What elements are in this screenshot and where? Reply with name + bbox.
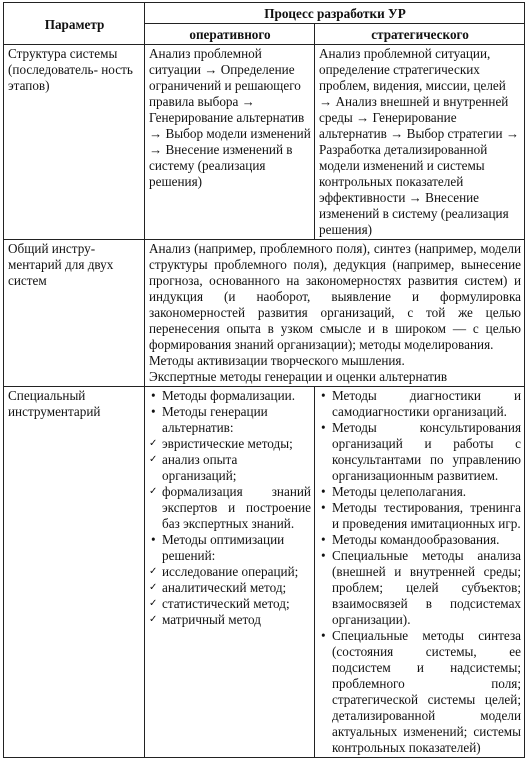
cell-operative-structure: Анализ проблемной ситуации → Определение ограничений и решающего правила выбора → Генерирование альтернатив → Выбор модели изменений → Внесение изменений в систему (реализация решения) [145,45,315,240]
list-item: ✓ эвристические методы; [149,436,311,452]
header-row [4,3,525,24]
header-group: Процесс разработки УР [145,3,525,24]
common-tools-text: Анализ (например, проблемного поля), синтез (например, модели структуры проблемного поля), дедукция (например, вынесение прогноза, основанного на закономерностях развития систем) и индукция (и наоборот, выявление и формулировка закономерностей развития организаций, с той же целью перенесения опыта в узком смысле и в широком — с целью формирования знаний организации); методы моделирования. [149,241,522,352]
row-param-structure: Структура системы (последователь- ность этапов) [4,45,145,240]
methods-table [3,2,525,758]
list-item: • Специальные методы синтеза (состояния системы, ее подсистем и надсистемы; проблемного поля; стратегической системы целей; детализированной модели актуальных изменений; системы контрольных показателей) [319,628,521,756]
generation-methods-sublist [149,436,311,532]
list-item: ✓ матричный метод [149,612,311,628]
list-item [149,404,311,436]
list-item: • Методы командообразования. [319,532,521,548]
list-item: ✓ исследование операций; [149,564,311,580]
cell-strategic-special [315,387,525,758]
cell-operative-special [145,387,315,758]
header-param: Параметр [4,3,145,45]
generation-methods-label: Методы генерации альтернатив: [162,404,268,435]
optimization-methods-sublist [149,564,311,628]
table-row [4,240,525,387]
table-row [4,45,525,240]
list-item: ✓ статистический метод; [149,596,311,612]
list-item: • Методы диагностики и самодиагностики организаций. [319,388,521,420]
list-item: • Методы оптимизации решений: [149,532,311,564]
strategic-methods-list [319,388,521,756]
list-item: • Методы консультирования организаций и работы с консультантами по управлению организационным развитием. [319,420,521,484]
operative-methods-list [149,388,311,436]
header-operative: оперативного [145,24,315,45]
cell-common-tools [145,240,525,387]
list-item: • Методы формализации. [149,388,311,404]
list-item: • Специальные методы анализа (внешней и внутренней среды; проблем; целей субъектов; взаимосвязей в подсистемах организации). [319,548,521,628]
table-row [4,387,525,758]
header-strategic: стратегического [315,24,525,45]
list-item: • Методы целеполагания. [319,484,521,500]
cell-strategic-structure: Анализ проблемной ситуации, определение стратегических проблем, видения, миссии, целей → Анализ внешней и внутренней среды → Генерирование альтернатив → Выбор стратегии → Разработка детализированной модели изменений и системы контрольных показателей эффективности → Внесение изменений в систему (реализация решения) [315,45,525,240]
list-item: ✓ анализ опыта организаций; [149,452,311,484]
optimization-methods-list [149,532,311,564]
list-item: ✓ аналитический метод; [149,580,311,596]
list-item: • Методы тестирования, тренинга и проведения имитационных игр. [319,500,521,532]
common-tools-expert: Экспертные методы генерации и оценки альтернатив [149,369,448,384]
row-param-special: Специальный инструментарий [4,387,145,758]
list-item: ✓ формализация знаний экспертов и построение баз экспертных знаний. [149,484,311,532]
common-tools-creative: Методы активизации творческого мышления. [149,353,405,368]
row-param-common: Общий инстру- ментарий для двух систем [4,240,145,387]
